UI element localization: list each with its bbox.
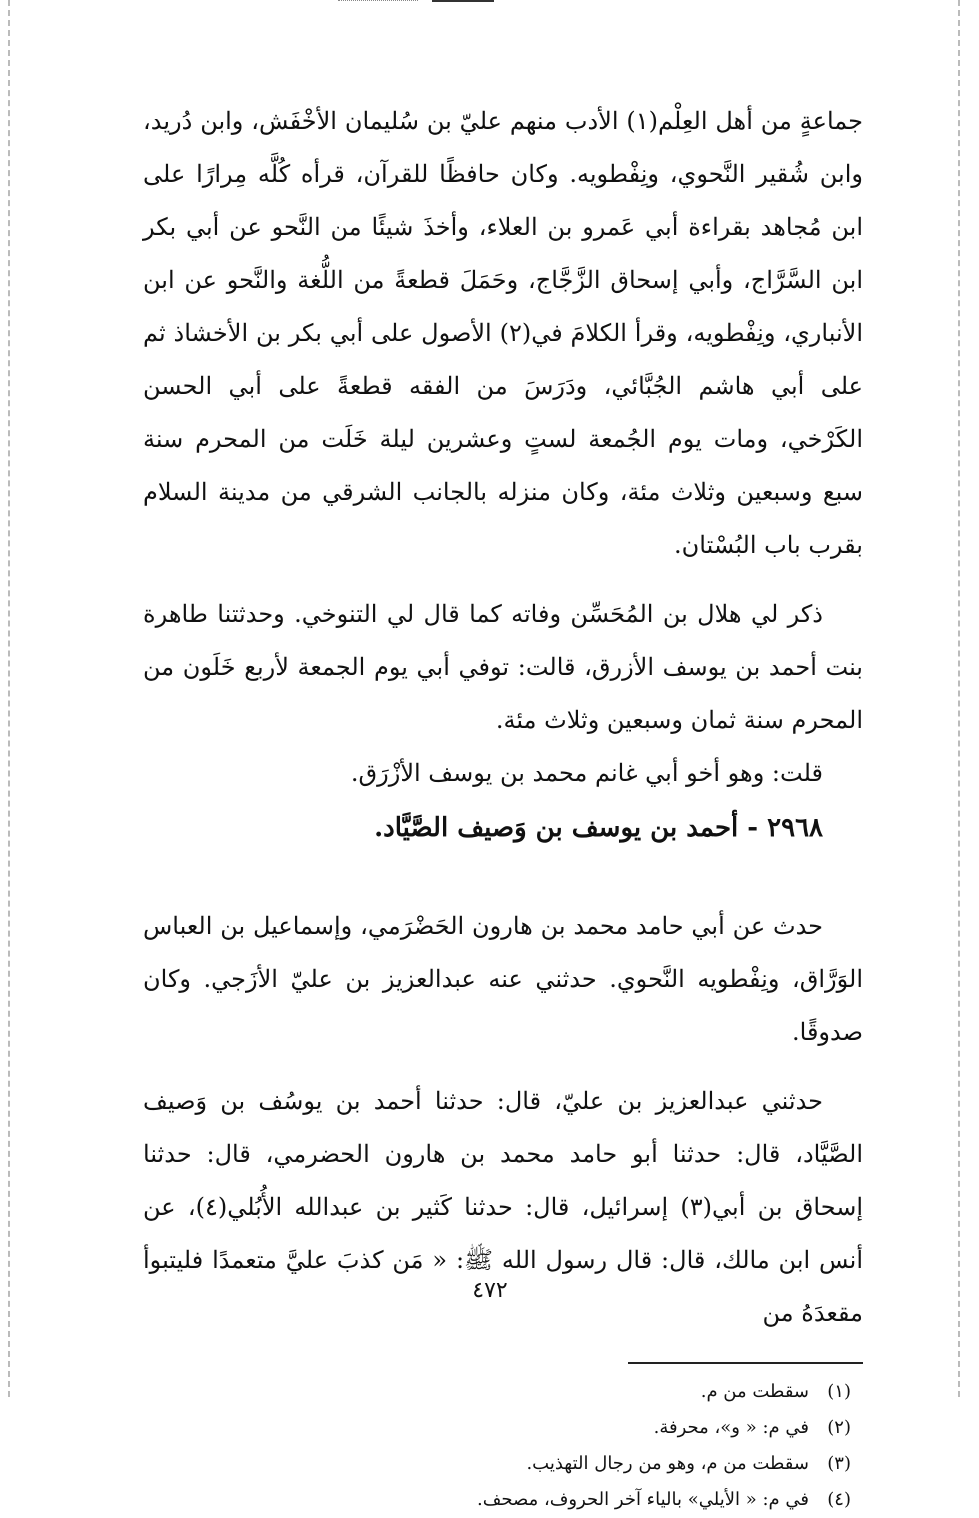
page-number: ٤٧٢ <box>472 1278 508 1303</box>
paragraph-narration: حدث عن أبي حامد محمد بن هارون الحَضْرَمي، وإسماعيل بن العباس الوَرَّاق، ونِفْطويه النَّحوي. حدثني عنه عبدالعزيز بن عليّ الأزَجي. وكان صدوقًا. <box>143 912 863 1046</box>
footnote-text: سقطت من م، وهو من رجال التهذيب. <box>526 1453 809 1474</box>
footnote-number: (٣) <box>827 1453 851 1474</box>
header-rule <box>432 0 494 6</box>
page-body <box>143 95 863 1518</box>
binding-margin-left <box>8 0 10 1397</box>
binding-margin-right <box>958 0 960 1397</box>
footnote-text: في م: « و»، محرفة. <box>653 1417 809 1438</box>
footnote-separator <box>628 1362 863 1364</box>
footnote-item <box>143 1374 863 1410</box>
author-note: قلت: وهو أخو أبي غانم محمد بن يوسف الأزْرَق. <box>350 759 823 787</box>
footnote-number: (٢) <box>827 1417 851 1438</box>
footnote-number: (١) <box>827 1381 851 1402</box>
paragraph-death-report: ذكر لي هلال بن المُحَسِّن وفاته كما قال لي التنوخي. وحدثتنا طاهرة بنت أحمد بن يوسف الأزرق، قالت: توفي أبي يوم الجمعة لأربع خَلَون من المحرم سنة ثمان وسبعين وثلاث مئة. <box>143 600 863 734</box>
footnote-text: في م: « الأيلي» بالياء آخر الحروف، مصحف. <box>477 1489 809 1510</box>
footnote-number: (٤) <box>827 1489 851 1510</box>
entry-heading: ٢٩٦٨ - أحمد بن يوسف بن وَصيف الصَّيَّاد. <box>374 813 823 843</box>
footnote-item <box>143 1446 863 1482</box>
footnote-item <box>143 1410 863 1446</box>
footnote-text: سقطت من م. <box>700 1381 809 1402</box>
footnotes <box>143 1374 863 1518</box>
header-dotted-rule <box>338 0 418 2</box>
paragraph-hadith-chain: حدثني عبدالعزيز بن عليّ، قال: حدثنا أحمد بن يوسُف بن وَصيف الصَّيَّاد، قال: حدثنا أبو حامد محمد بن هارون الحضرمي، قال: حدثنا إسحاق بن أبي(٣) إسرائيل، قال: حدثنا كَثير بن عبدالله الأُبُلي(٤)، عن أنس ابن مالك، قال: قال رسول الله ﷺ: « مَن كذبَ عليَّ متعمدًا فليتبوأ مقعدَهُ من <box>143 1087 863 1327</box>
paragraph-biography: جماعةٍ من أهل العِلْم(١) الأدب منهم عليّ بن سُليمان الأخْفَش، وابن دُريد، وابن شُقير النَّحوي، ونِفْطويه. وكان حافظًا للقرآن، قرأه كُلَّه مِرارًا على ابن مُجاهد بقراءة أبي عَمرو بن العلاء، وأخذَ شيئًا من النَّحو عن أبي بكر ابن السَّرَّاج، وأبي إسحاق الزَّجَّاج، وحَمَلَ قطعةً من اللُّغة والنَّحو عن ابن الأنباري، ونِفْطويه، وقرأ الكلامَ في(٢) الأصول على أبي بكر بن الأخشاذ ثم على أبي هاشم الجُبَّائي، ودَرَسَ من الفقه قطعةً على أبي الحسن الكَرْخي، ومات يوم الجُمعة لستٍ وعشرين ليلة خَلَت من المحرم سنة سبع وسبعين وثلاث مئة، وكان منزله بالجانب الشرقي من مدينة السلام بقرب باب البُسْتان. <box>143 107 863 559</box>
footnote-item <box>143 1482 863 1518</box>
